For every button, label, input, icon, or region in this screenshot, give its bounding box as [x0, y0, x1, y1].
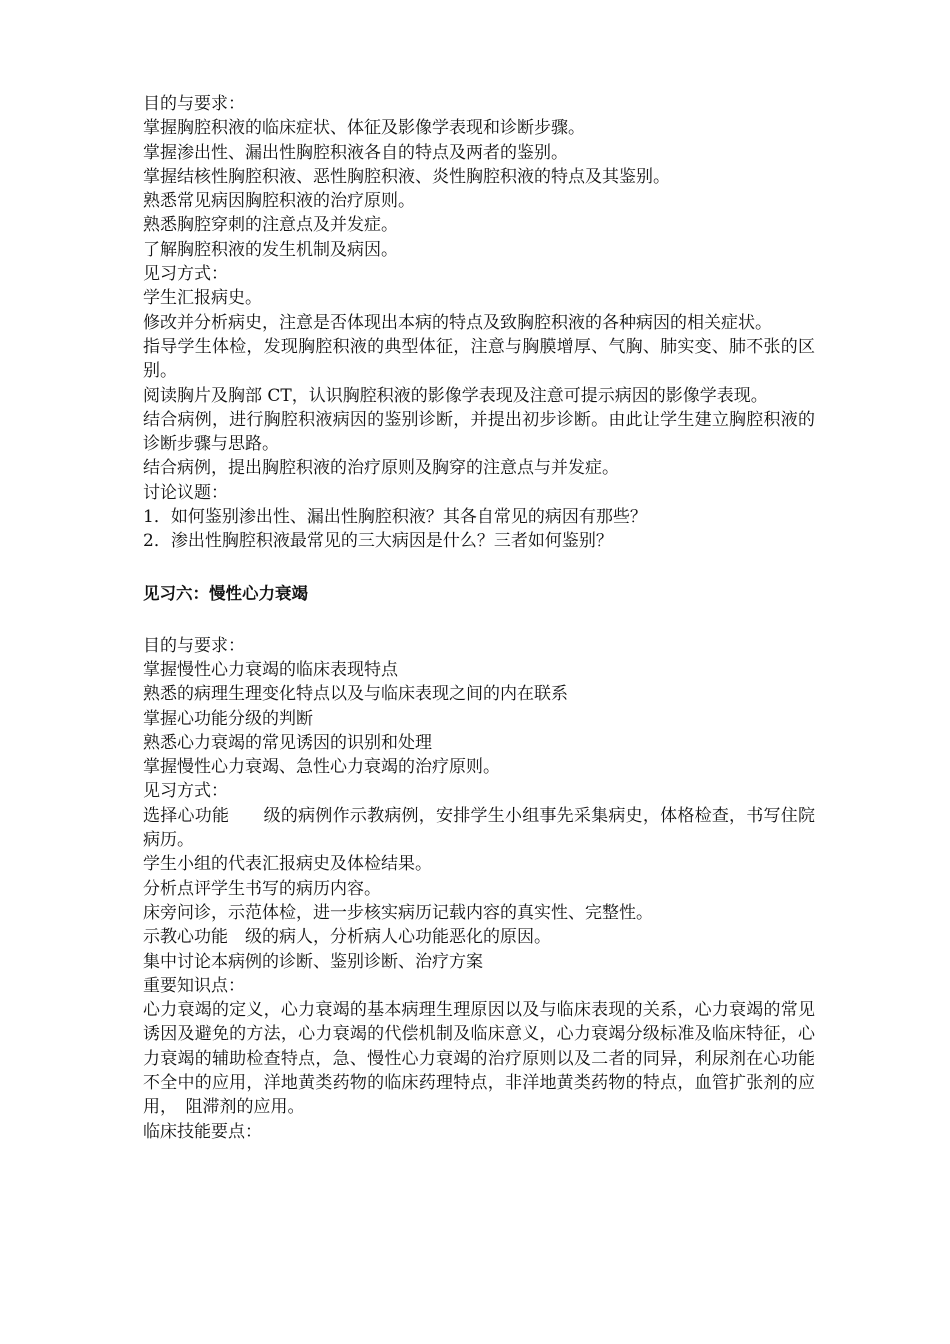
text-line: 熟悉胸腔穿刺的注意点及并发症。	[143, 215, 398, 236]
text-line: 床旁问诊，示范体检，进一步核实病历记载内容的真实性、完整性。	[143, 902, 653, 923]
section-chronic-heart-failure	[143, 634, 815, 1144]
text-line: 选择心功能 级的病例作示教病例，安排学生小组事先采集病史，体格检查，书写住院病历。	[143, 805, 815, 851]
text-line: 指导学生体检，发现胸腔积液的典型体征，注意与胸膜增厚、气胸、肺实变、肺不张的区别。	[143, 336, 815, 382]
text-line: 临床技能要点：	[143, 1121, 262, 1142]
text-line: 了解胸腔积液的发生机制及病因。	[143, 239, 398, 260]
text-line: 2．渗出性胸腔积液最常见的三大病因是什么？三者如何鉴别？	[143, 531, 613, 552]
text-line: 掌握心功能分级的判断	[143, 708, 313, 729]
text-line: 重要知识点：	[143, 975, 245, 996]
text-line: 目的与要求：	[143, 94, 245, 114]
text-line: 掌握慢性心力衰竭、急性心力衰竭的治疗原则。	[143, 757, 500, 778]
text-line: 学生汇报病史。	[143, 288, 262, 309]
spacer	[143, 554, 815, 582]
text-line: 目的与要求：	[143, 635, 245, 656]
text-line: 示教心功能 级的病人，分析病人心功能恶化的原因。	[143, 927, 551, 948]
text-line: 掌握结核性胸腔积液、恶性胸腔积液、炎性胸腔积液的特点及其鉴别。	[143, 166, 670, 187]
spacer	[143, 606, 815, 634]
text-line: 修改并分析病史，注意是否体现出本病的特点及致胸腔积液的各种病因的相关症状。	[143, 312, 772, 333]
section-pleural-effusion	[143, 92, 815, 554]
text-line: 学生小组的代表汇报病史及体检结果。	[143, 854, 432, 875]
text-line: 熟悉的病理生理变化特点以及与临床表现之间的内在联系	[143, 684, 568, 705]
text-line: 掌握渗出性、漏出性胸腔积液各自的特点及两者的鉴别。	[143, 142, 568, 163]
text-line: 熟悉心力衰竭的常见诱因的识别和处理	[143, 732, 432, 753]
text-line: 阅读胸片及胸部 CT，认识胸腔积液的影像学表现及注意可提示病因的影像学表现。	[143, 385, 768, 406]
text-line: 分析点评学生书写的病历内容。	[143, 878, 381, 899]
text-line: 见习方式：	[143, 781, 228, 802]
text-line: 讨论议题：	[143, 482, 228, 503]
text-line: 集中讨论本病例的诊断、鉴别诊断、治疗方案	[143, 951, 483, 972]
document-page	[143, 92, 815, 1144]
text-line: 结合病例，提出胸腔积液的治疗原则及胸穿的注意点与并发症。	[143, 458, 619, 479]
text-line: 结合病例，进行胸腔积液病因的鉴别诊断，并提出初步诊断。由此让学生建立胸腔积液的诊断步骤与思路。	[143, 409, 815, 455]
section-heading: 见习六：慢性心力衰竭	[143, 583, 308, 603]
text-line: 心力衰竭的定义，心力衰竭的基本病理生理原因以及与临床表现的关系，心力衰竭的常见诱因及避免的方法，心力衰竭的代偿机制及临床意义，心力衰竭分级标准及临床特征，心力衰竭的辅助检查特点，急、慢性心力衰竭的治疗原则以及二者的同异，利尿剂在心功能不全中的应用，洋地黄类药物的临床药理特点，非洋地黄类药物的特点，血管扩张剂的应用， 阻滞剂的应用。	[143, 1000, 815, 1118]
text-line: 1．如何鉴别渗出性、漏出性胸腔积液？其各自常见的病因有那些？	[143, 507, 647, 528]
text-line: 见习方式：	[143, 264, 228, 285]
text-line: 掌握胸腔积液的临床症状、体征及影像学表现和诊断步骤。	[143, 118, 585, 139]
text-line: 熟悉常见病因胸腔积液的治疗原则。	[143, 191, 415, 212]
text-line: 掌握慢性心力衰竭的临床表现特点	[143, 659, 398, 680]
